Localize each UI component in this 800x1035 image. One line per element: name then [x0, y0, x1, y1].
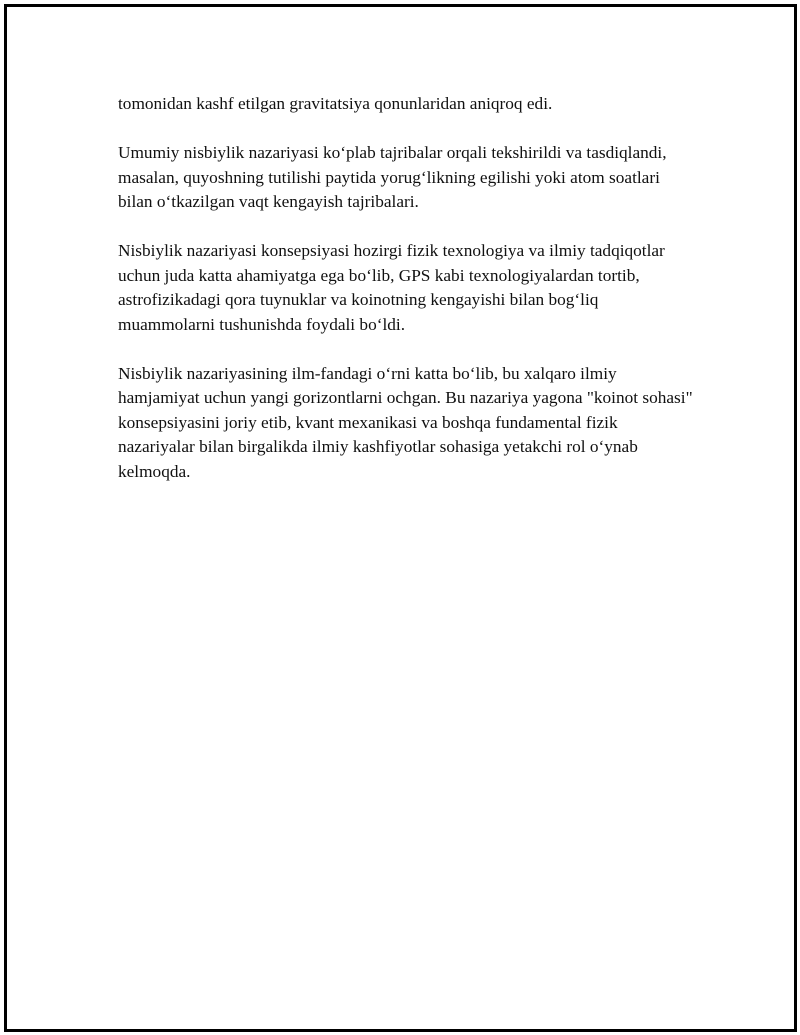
paragraph-significance: Nisbiylik nazariyasining ilm-fandagi o‘rni katta bo‘lib, bu xalqaro ilmiy hamjamiyat uchun yangi gorizontlarni ochgan. Bu nazariya yagona "koinot sohasi" konsepsiyasini joriy etib, kvant mexanikasi va boshqa fundamental fizik nazariyalar bilan birgalikda ilmiy kashfiyotlar sohasiga yetakchi rol o‘ynab kelmoqda.: [118, 363, 693, 481]
document-body: [118, 92, 698, 509]
paragraph-continuation: tomonidan kashf etilgan gravitatsiya qonunlaridan aniqroq edi.: [118, 94, 553, 113]
paragraph-experiments: Umumiy nisbiylik nazariyasi ko‘plab tajribalar orqali tekshirildi va tasdiqlandi, masalan, quyoshning tutilishi paytida yorug‘likning egilishi yoki atom soatlari bilan o‘tkazilgan vaqt kengayish tajribalari.: [118, 143, 667, 211]
paragraph-technology: Nisbiylik nazariyasi konsepsiyasi hozirgi fizik texnologiya va ilmiy tadqiqotlar uchun juda katta ahamiyatga ega bo‘lib, GPS kabi texnologiyalardan tortib, astrofizikadagi qora tuynuklar va koinotning kengayishi bilan bog‘liq muammolarni tushunishda foydali bo‘ldi.: [118, 241, 665, 334]
